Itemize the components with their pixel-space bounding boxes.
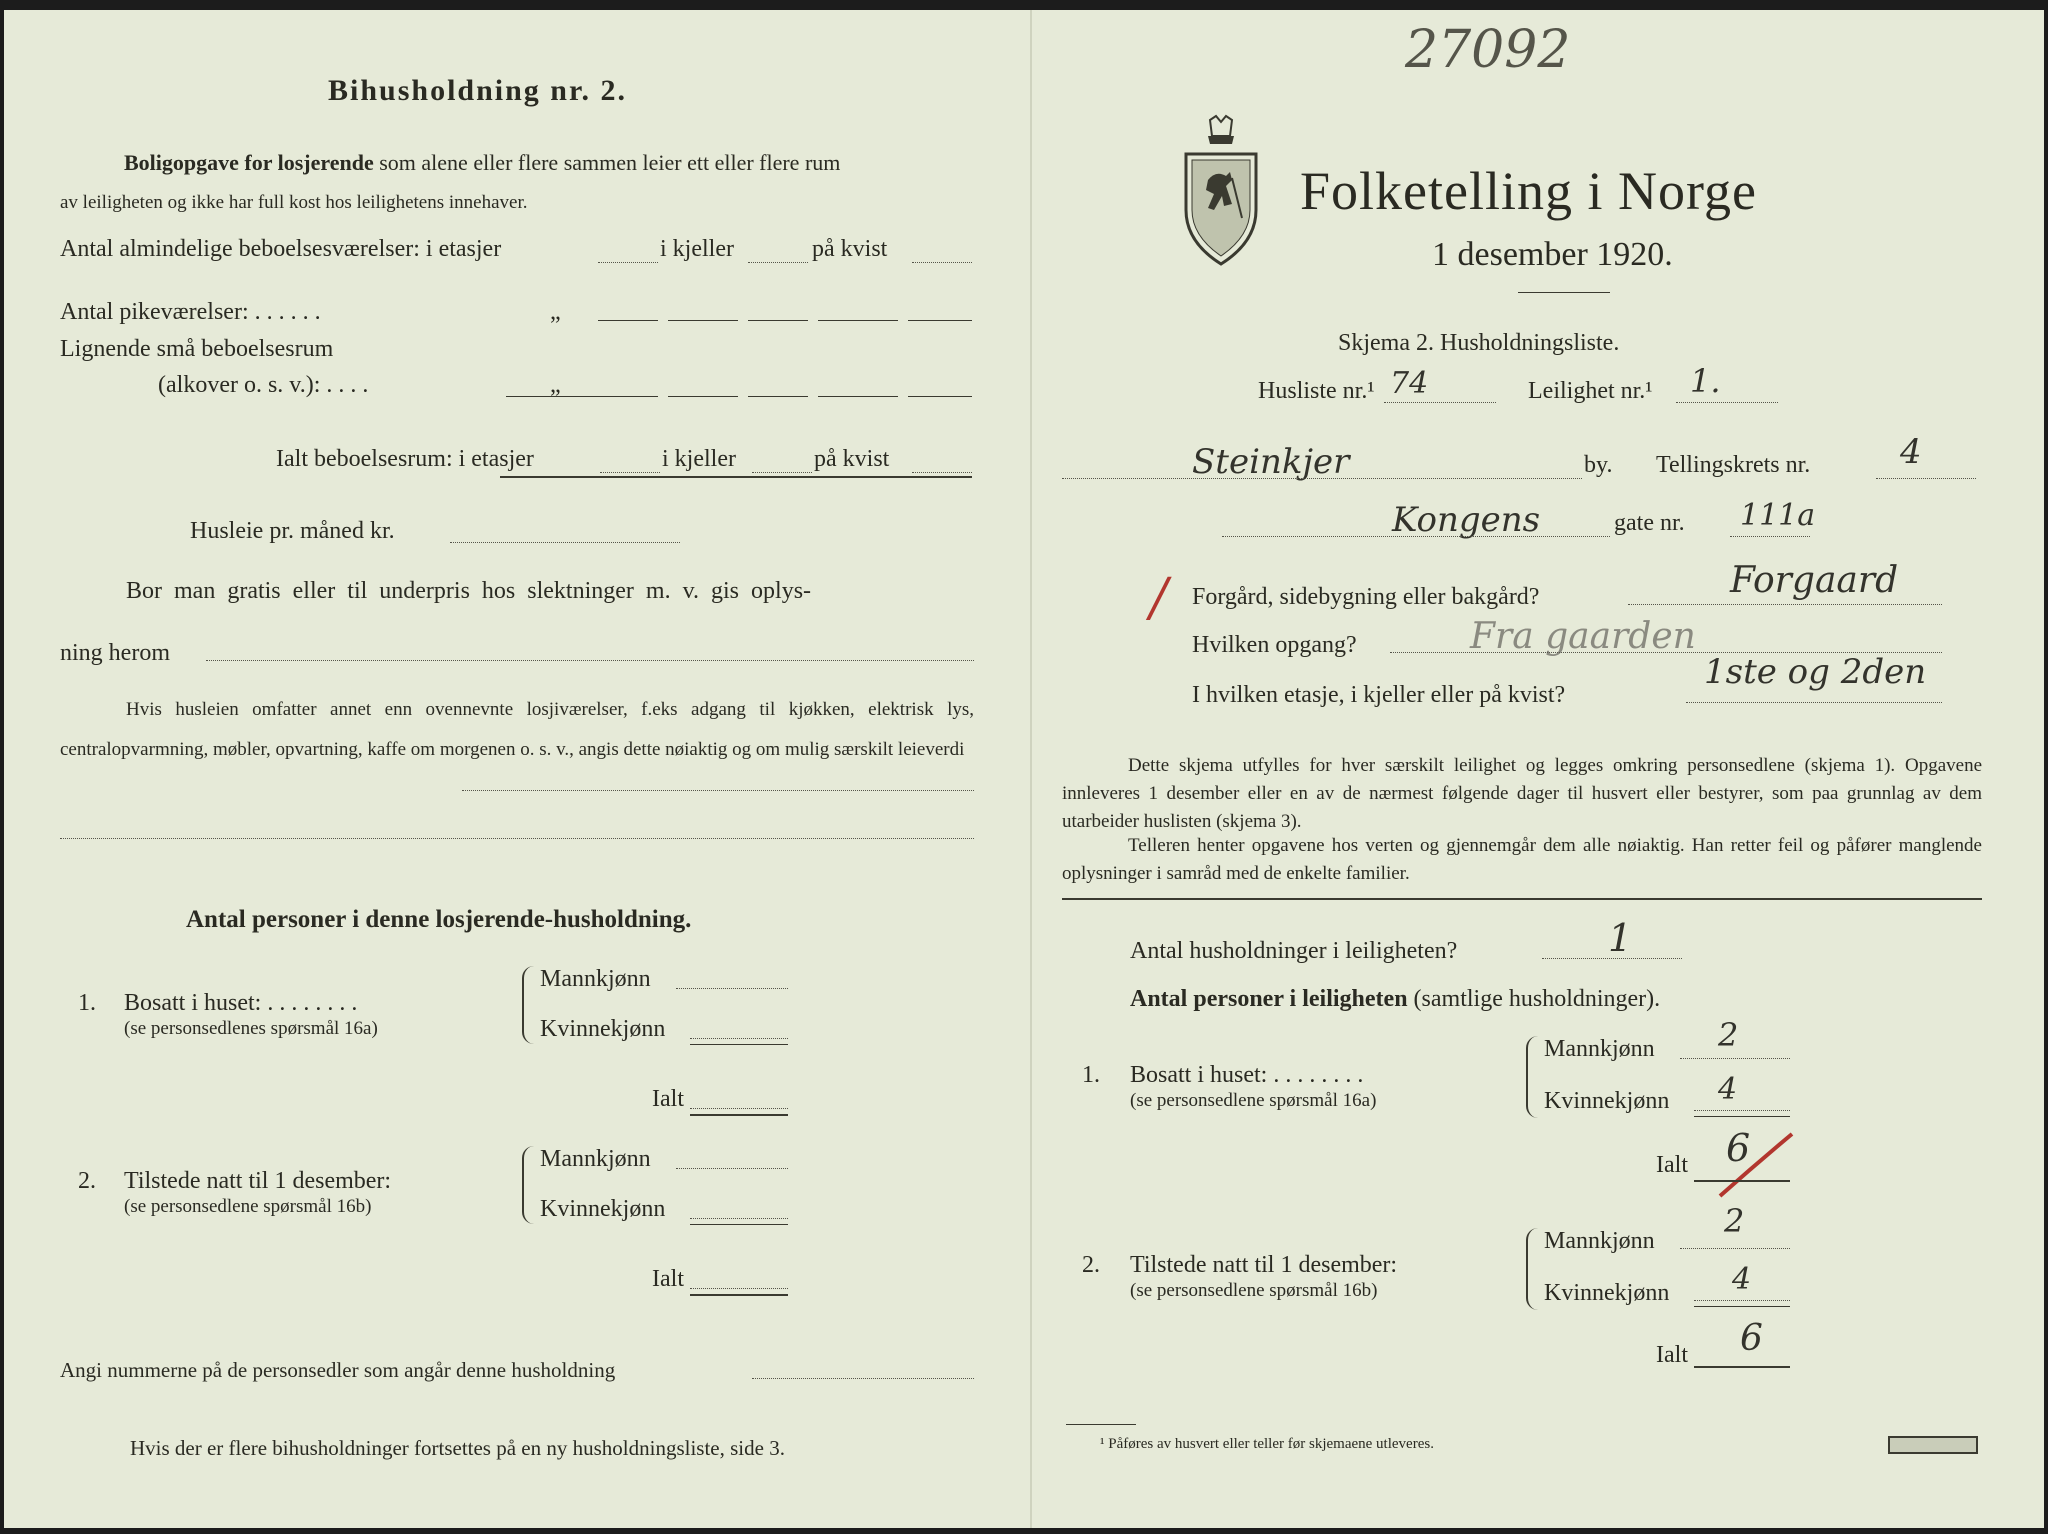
date-underline: [1518, 292, 1610, 293]
free-line1: Bor man gratis eller til underpris hos slektninger m. v. gis oplys-: [126, 578, 812, 604]
field-numbers[interactable]: [752, 1378, 974, 1379]
margin-mark: /: [1150, 568, 1168, 628]
row-rooms-kvist: på kvist: [812, 236, 888, 262]
left-q1-num: 1.: [78, 990, 96, 1016]
right-q2-male-label: Mannkjønn: [1544, 1228, 1655, 1254]
right-q2-sub: (se personsedlene spørsmål 16b): [1130, 1280, 1378, 1301]
right-q2-ialt-label: Ialt: [1656, 1342, 1688, 1368]
row-small-ditto: „: [550, 372, 561, 398]
field-maid-2[interactable]: [748, 320, 808, 321]
left-q1-sub: (se personsedlenes spørsmål 16a): [124, 1018, 378, 1039]
right-q1-male-value: 2: [1718, 1016, 1739, 1054]
floor-field[interactable]: [1686, 702, 1942, 703]
ialt-rooms-label: Ialt beboelsesrum: i etasjer: [276, 446, 534, 472]
field-rooms-kvist[interactable]: [912, 262, 972, 263]
intro-bold: Boligopgave for losjerende: [124, 150, 374, 175]
husliste-value: 74: [1390, 366, 1429, 401]
right-q1-female-label: Kvinnekjønn: [1544, 1088, 1670, 1114]
entrance-question: Hvilken opgang?: [1192, 632, 1357, 658]
left-q2-ialt-label: Ialt: [652, 1266, 684, 1292]
leilighet-label: Leilighet nr.¹: [1528, 378, 1653, 404]
row-rooms-kjeller: i kjeller: [660, 236, 734, 262]
leilighet-value: 1.: [1690, 362, 1721, 400]
field-maid-3[interactable]: [908, 320, 972, 321]
right-q2-label: Tilstede natt til 1 desember:: [1130, 1252, 1398, 1278]
left-q1-ialt-rule: [690, 1114, 788, 1116]
left-q2-num: 2.: [78, 1168, 96, 1194]
left-q2-label: Tilstede natt til 1 desember:: [124, 1168, 392, 1194]
free-line2: ning herom: [60, 640, 170, 666]
right-q2-female-label: Kvinnekjønn: [1544, 1280, 1670, 1306]
left-q1-male-label: Mannkjønn: [540, 966, 651, 992]
ialt-rooms-kjeller: i kjeller: [662, 446, 736, 472]
left-q1-male-field[interactable]: [676, 988, 788, 989]
right-q1-brace: [1526, 1036, 1538, 1118]
husliste-field[interactable]: [1384, 402, 1496, 403]
field-small-kvist[interactable]: [818, 396, 898, 397]
info-paragraph-2: Telleren henter opgavene hos verten og gjennemgår dem alle nøiaktig. Han retter feil og påfører manglende oplysninger i samråd med de enkelte familier.: [1062, 835, 1982, 884]
field-maid-kjeller[interactable]: [668, 320, 738, 321]
right-q1-sub: (se personsedlene spørsmål 16a): [1130, 1090, 1377, 1111]
rent-label: Husleie pr. måned kr.: [190, 518, 395, 544]
right-q1-female-field[interactable]: [1694, 1110, 1790, 1111]
gate-label: gate nr.: [1614, 510, 1685, 536]
intro-rest: som alene eller flere sammen leier ett eller flere rum: [379, 150, 841, 175]
norwegian-coat-of-arms-icon: [1180, 114, 1262, 268]
info-rule: [1062, 898, 1982, 900]
households-field[interactable]: [1542, 958, 1682, 959]
field-free[interactable]: [206, 660, 974, 661]
field-rooms-kjeller[interactable]: [748, 262, 808, 263]
field-small-kjeller[interactable]: [668, 396, 738, 397]
right-date: 1 desember 1920.: [1432, 236, 1673, 273]
right-q2-sum-rule: [1694, 1306, 1790, 1307]
leilighet-field[interactable]: [1676, 402, 1778, 403]
intro-line2: av leiligheten og ikke har full kost hos leilighetens innehaver.: [60, 192, 528, 213]
street-field[interactable]: [1222, 536, 1610, 537]
left-q2-male-field[interactable]: [676, 1168, 788, 1169]
numbers-line-label: Angi nummerne på de personsedler som angår denne husholdning: [60, 1358, 616, 1382]
right-q2-total-value: 6: [1740, 1318, 1763, 1359]
left-q2-ialt-field[interactable]: [690, 1288, 788, 1289]
row-small1-label: Lignende små beboelsesrum: [60, 336, 334, 362]
field-small-etasjer[interactable]: [506, 396, 658, 397]
gate-value: 111a: [1740, 498, 1816, 533]
entrance-answer: Fra gaarden: [1470, 616, 1696, 657]
right-q1-ialt-rule: [1694, 1180, 1790, 1182]
schema-label: Skjema 2. Husholdningsliste.: [1338, 330, 1620, 356]
husliste-label: Husliste nr.¹: [1258, 378, 1375, 404]
right-q1-male-field[interactable]: [1680, 1058, 1790, 1059]
left-title: Bihusholdning nr. 2.: [328, 74, 628, 107]
left-q1-brace: [522, 966, 534, 1044]
left-q2-sub: (se personsedlene spørsmål 16b): [124, 1196, 372, 1217]
intro-line1: [124, 150, 840, 176]
field-note-2[interactable]: [60, 838, 974, 839]
krets-field[interactable]: [1876, 478, 1976, 479]
right-q1-total-value: 6: [1726, 1126, 1751, 1170]
yard-question: Forgård, sidebygning eller bakgård?: [1192, 584, 1540, 610]
footnote-rule: [1066, 1424, 1136, 1425]
field-note[interactable]: [462, 790, 974, 791]
row-maid-label: Antal pikeværelser: . . . . . .: [60, 299, 321, 325]
field-ialt-kjeller[interactable]: [752, 472, 812, 473]
left-persons-title: Antal personer i denne losjerende-husholdning.: [186, 906, 692, 933]
field-maid-kvist[interactable]: [818, 320, 898, 321]
right-q1-num: 1.: [1082, 1062, 1100, 1088]
right-q1-label: Bosatt i huset: . . . . . . . .: [1130, 1062, 1364, 1088]
field-small-2[interactable]: [748, 396, 808, 397]
left-q1-ialt-field[interactable]: [690, 1108, 788, 1109]
yard-answer: Forgaard: [1730, 560, 1899, 601]
right-q2-male-field[interactable]: [1680, 1248, 1790, 1249]
field-rooms-etasjer[interactable]: [598, 262, 658, 263]
city-value: Steinkjer: [1192, 442, 1350, 482]
left-q2-female-label: Kvinnekjønn: [540, 1196, 666, 1222]
street-value: Kongens: [1392, 500, 1541, 540]
row-small2-label: (alkover o. s. v.): . . . .: [158, 372, 369, 398]
krets-label: Tellingskrets nr.: [1656, 452, 1811, 478]
floor-question: I hvilken etasje, i kjeller eller på kvist?: [1192, 682, 1566, 708]
field-small-3[interactable]: [908, 396, 972, 397]
left-q2-ialt-rule: [690, 1294, 788, 1296]
city-field[interactable]: [1062, 478, 1582, 479]
left-q1-sum-rule: [690, 1044, 788, 1045]
by-label: by.: [1584, 452, 1613, 478]
field-ialt-etasjer[interactable]: [600, 472, 660, 473]
left-q1-female-field[interactable]: [690, 1038, 788, 1039]
right-persons-rest: (samtlige husholdninger).: [1413, 986, 1661, 1012]
ialt-rooms-kvist: på kvist: [814, 446, 890, 472]
row-maid-ditto: „: [550, 299, 561, 325]
right-q2-brace: [1526, 1228, 1538, 1310]
krets-value: 4: [1900, 432, 1922, 472]
right-q1-ialt-label: Ialt: [1656, 1152, 1688, 1178]
right-q2-male-value: 2: [1724, 1202, 1745, 1240]
right-q2-female-value: 4: [1732, 1262, 1752, 1297]
left-q2-female-field[interactable]: [690, 1218, 788, 1219]
footnote: ¹ Påføres av husvert eller teller før skjemaene utleveres.: [1100, 1436, 1434, 1452]
row-rooms-label: Antal almindelige beboelsesværelser: i etasjer: [60, 236, 502, 262]
printer-stamp-icon: [1888, 1436, 1978, 1454]
households-value: 1: [1608, 916, 1633, 960]
field-rent[interactable]: [450, 542, 680, 543]
right-q1-sum-rule: [1694, 1116, 1790, 1117]
right-q2-female-field[interactable]: [1694, 1300, 1790, 1301]
left-q1-label: Bosatt i huset: . . . . . . . .: [124, 990, 358, 1016]
info-paragraph: Dette skjema utfylles for hver særskilt leilighet og legges omkring personsedlene (skjema 1). Opgavene innleveres 1 desember eller en av de nærmest følgende dager til husvert eller bestyrer, som paa grunnlag av dem utarbeider huslisten (skjema 3).: [1062, 755, 1982, 832]
left-q2-male-label: Mannkjønn: [540, 1146, 651, 1172]
right-title: Folketelling i Norge: [1300, 161, 1757, 221]
gate-field[interactable]: [1730, 536, 1810, 537]
right-q2-num: 2.: [1082, 1252, 1100, 1278]
left-q2-sum-rule: [690, 1224, 788, 1225]
left-q1-female-label: Kvinnekjønn: [540, 1016, 666, 1042]
yard-field[interactable]: [1628, 604, 1942, 605]
right-q2-ialt-rule: [1694, 1366, 1790, 1368]
right-q1-female-value: 4: [1718, 1072, 1738, 1107]
red-correction-stroke-icon: [1716, 1130, 1796, 1200]
left-note: Hvis husleien omfatter annet enn ovennevnte losjiværelser, f.eks adgang til kjøkken, elektrisk lys, centralopvarmning, møbler, opvartning, kaffe om morgenen o. s. v., angis dette nøiaktig og om mulig særskilt leieverdi: [60, 699, 974, 760]
archive-number: 27092: [1405, 20, 1571, 80]
households-label: Antal husholdninger i leiligheten?: [1130, 938, 1458, 964]
right-persons-line: [1130, 986, 1660, 1013]
left-q2-brace: [522, 1146, 534, 1224]
ialt-rooms-rule: [500, 476, 972, 478]
left-footer: Hvis der er flere bihusholdninger fortsettes på en ny husholdningsliste, side 3.: [130, 1436, 785, 1460]
right-persons-bold: Antal personer i leiligheten: [1130, 986, 1408, 1012]
field-ialt-kvist[interactable]: [912, 472, 972, 473]
floor-answer: 1ste og 2den: [1704, 652, 1927, 692]
page-fold: [1030, 10, 1032, 1528]
field-maid-etasjer[interactable]: [598, 320, 658, 321]
left-q1-ialt-label: Ialt: [652, 1086, 684, 1112]
right-q1-male-label: Mannkjønn: [1544, 1036, 1655, 1062]
